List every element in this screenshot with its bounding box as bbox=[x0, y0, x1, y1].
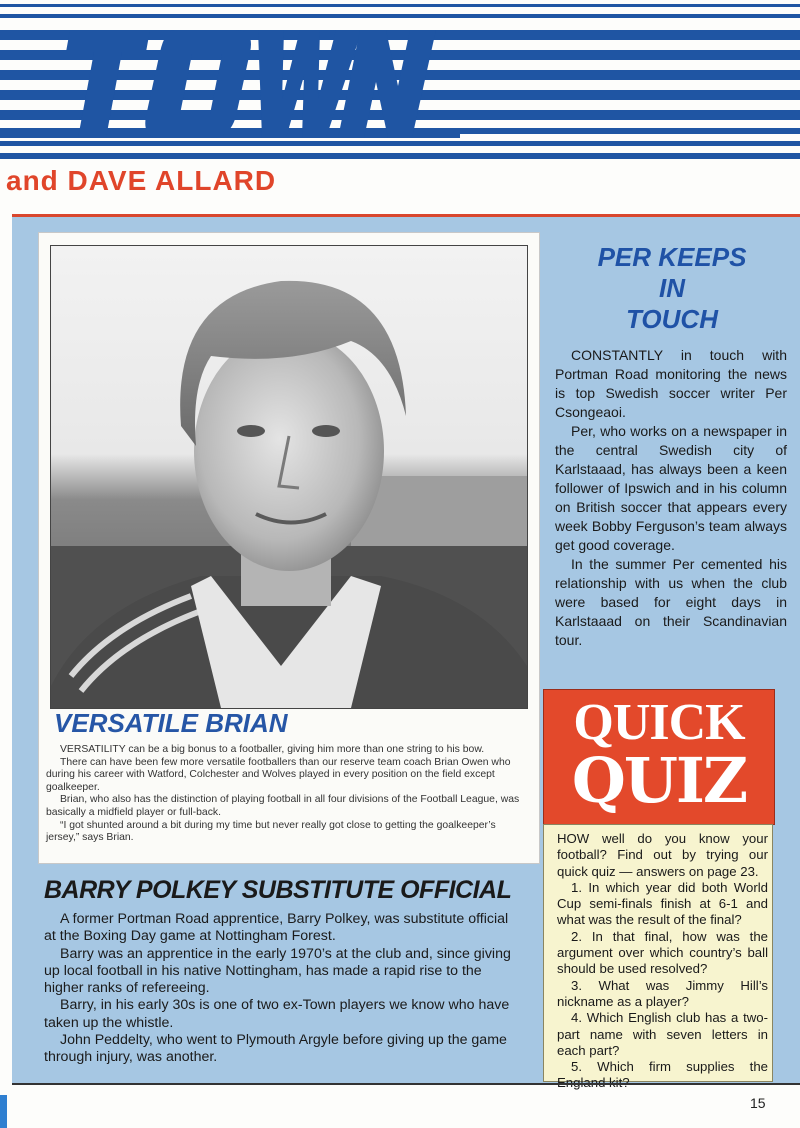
bp-paragraph: A former Portman Road apprentice, Barry Polkey, was substitute official at the Boxing Day game at Nottingham Forest. bbox=[44, 911, 509, 945]
quiz-question: 5. Which firm supplies the bbox=[571, 1059, 768, 1075]
vb-paragraph: Brian, who also has the distinction of playing football in all four divisions of the Football League, was basically a midfield player or full-back. bbox=[46, 794, 520, 818]
page-number: 15 bbox=[750, 1095, 766, 1111]
quiz-question: 4. Which English club has a two-part name with seven letters in each part? bbox=[557, 1010, 768, 1058]
bottom-divider bbox=[12, 1083, 800, 1085]
per-keeps-title bbox=[556, 242, 788, 335]
barry-polkey-title: BARRY POLKEY SUBSTITUTE OFFICIAL bbox=[44, 876, 512, 904]
quick-quiz-logo bbox=[543, 689, 775, 825]
quiz-question: 1. In which year did both World Cup semi-finals finish at 6-1 and what was the result of the final? bbox=[557, 879, 768, 928]
per-keeps-text bbox=[555, 346, 787, 650]
barry-polkey-text bbox=[44, 911, 522, 1067]
edge-mark bbox=[0, 1095, 7, 1128]
versatile-brian-title: VERSATILE BRIAN bbox=[54, 708, 288, 738]
per-paragraph: Per, who works on a newspaper in the central Swedish city of Karlstaaad, has always been a keen follower of Ipswich and in his column on British soccer that appears every week Bobby Ferguson’s team always get good coverage. bbox=[555, 423, 787, 553]
bp-paragraph: Barry was an apprentice in the early 1970’s at the club and, since giving up local football in his native Nottingham, has made a rapid rise to the higher ranks of refereeing. bbox=[44, 945, 511, 997]
bp-paragraph: John Peddelty, who went to Plymouth Argyle before giving up the game through injury, was another. bbox=[44, 1032, 507, 1066]
town-masthead bbox=[0, 30, 460, 138]
player-photo bbox=[50, 245, 528, 709]
per-title-line: PER KEEPS bbox=[597, 242, 747, 272]
vb-paragraph: VERSATILITY can be a big bonus to a footballer, giving him more than one string to his bow. bbox=[60, 744, 485, 755]
bp-paragraph: Barry, in his early 30s is one of two ex-Town players we know who have taken up the whistle. bbox=[44, 997, 510, 1031]
quiz-question: 3. What was Jimmy Hill’s nickname as a player? bbox=[557, 977, 768, 1009]
byline: and DAVE ALLARD bbox=[6, 165, 277, 196]
versatile-brian-text bbox=[46, 744, 522, 845]
quiz-intro: HOW well do you know your football? Find out by trying our quick quiz — answers on page 23. bbox=[557, 831, 768, 879]
quick-quiz-logo-bottom: QUIZ bbox=[571, 744, 747, 817]
vb-paragraph: “I got shunted around a bit during my time but never really got close to getting the goalkeeper’s jersey,” says Brian. bbox=[46, 819, 496, 844]
per-paragraph: CONSTANTLY in touch with Portman Road monitoring the news is top Swedish soccer writer Per Csongeaoi. bbox=[555, 347, 787, 420]
per-title-line: TOUCH bbox=[626, 304, 718, 334]
per-title-line: IN bbox=[659, 273, 685, 303]
quiz-question: 2. In that final, how was the argument over which country’s ball should be used resolved? bbox=[557, 928, 768, 977]
quick-quiz-body bbox=[543, 824, 773, 1082]
vb-paragraph: There can have been few more versatile footballers than our reserve team coach Brian Owen who during his career with Watford, Colchester and Wolves played in every position on the field except goalkeeper. bbox=[46, 756, 511, 793]
per-paragraph: In the summer Per cemented his relationship with us when the club were based for eight days in Karlstaaad on their Scandinavian tour. bbox=[555, 556, 787, 648]
quick-quiz-logo-top: QUICK bbox=[573, 694, 745, 751]
header-stripes bbox=[0, 0, 800, 165]
